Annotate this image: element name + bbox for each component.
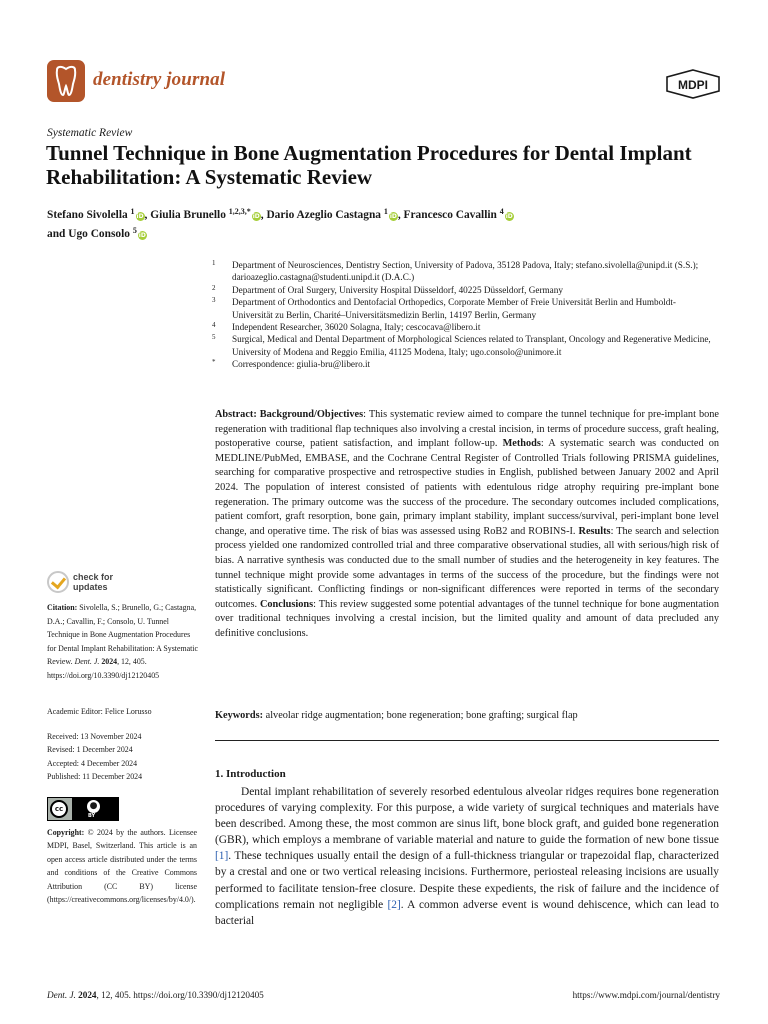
citation-text: Sivolella, S.; Brunello, G.; Castagna, D.A.; Cavallin, F.; Consolo, U. Tunnel Technique in Bone Augmentation Procedures for Dental Implant Rehabilitation: A Systematic Review.	[47, 603, 198, 667]
journal-name: dentistry journal	[93, 69, 226, 90]
check-updates-icon	[47, 571, 69, 593]
citation-block	[47, 601, 199, 683]
footer-doi[interactable]: , 12, 405. https://doi.org/10.3390/dj12120405	[96, 990, 264, 1000]
copyright-text: © 2024 by the authors. Licensee MDPI, Basel, Switzerland. This article is an open access article distributed under the terms and conditions of the Creative Commons Attribution (CC BY) license (https://creativecommons.org/licenses/by/4.0/).	[47, 828, 197, 905]
affiliation-number: 3	[212, 296, 216, 305]
academic-editor: Academic Editor: Felice Lorusso	[47, 707, 152, 716]
abstract-conclusions-label: Conclusions	[259, 598, 314, 610]
paragraph-text: Dental implant rehabilitation of severely resorbed edentulous alveolar ridges requires bone regeneration procedures of varying complexity. For this purpose, a wide variety of surgical techniques and materials have been described. Among these, the most common are sinus lift, bone block graft, and guided bone regeneration (GBR), which employs a membrane of variable material and nature to guide the formation of new bone tissue	[215, 786, 719, 847]
section-divider	[215, 740, 719, 741]
affiliation-number: 2	[212, 283, 216, 292]
abstract-methods-label: Methods	[502, 438, 541, 450]
published-date: Published: 11 December 2024	[47, 772, 143, 782]
author-affiliation: 1	[383, 207, 388, 216]
creative-commons-icon: cc	[50, 800, 68, 818]
footer-journal: Dent. J.	[47, 990, 76, 1000]
citation-year: 2024	[101, 657, 118, 667]
article-type: Systematic Review	[47, 127, 133, 139]
author-name[interactable]: Stefano Sivolella	[47, 209, 128, 221]
footer-journal-url[interactable]: https://www.mdpi.com/journal/dentistry	[572, 990, 720, 1000]
orcid-icon[interactable]: iD	[138, 232, 146, 239]
author-affiliation: 5	[132, 226, 137, 235]
accepted-date: Accepted: 4 December 2024	[47, 758, 138, 768]
abstract	[215, 408, 719, 642]
correspondence	[212, 358, 712, 370]
section-heading: 1. Introduction	[215, 768, 286, 780]
affiliation-item	[212, 296, 712, 321]
affiliation-text: Department of Orthodontics and Dentofacial Orthopedics, Corporate Member of Freie Universität Berlin and Humboldt-Universität zu Berlin, Charité–Universitätsmedizin Berlin, 14197 Berlin, Germany	[232, 297, 676, 320]
citation-doi[interactable]: , 12, 405. https://doi.org/10.3390/dj12120405	[47, 657, 160, 680]
keywords	[215, 710, 719, 721]
affiliation-number: 5	[212, 333, 216, 342]
affiliation-number: 4	[212, 321, 216, 330]
orcid-icon[interactable]: iD	[136, 213, 144, 220]
affiliation-text: Department of Oral Surgery, University Hospital Düsseldorf, 40225 Düsseldorf, Germany	[232, 284, 563, 295]
paragraph-text: . These techniques usually entail the design of a full-thickness triangular or trapezoidal flap, characterized by a crestal and one or two vertical releasing incisions. Furthermore, periosteal releasing incisions are usually performed to facilitate tension-free closure. Despite these expedients, the risk of failure and the incidence of complications remain not negligible	[215, 850, 719, 911]
keywords-text: alveolar ridge augmentation; bone regeneration; bone grafting; surgical flap	[265, 710, 578, 721]
copyright-notice	[47, 826, 197, 906]
affiliations	[212, 259, 712, 371]
affiliation-text: Department of Neurosciences, Dentistry Section, University of Padova, 35128 Padova, Italy; stefano.sivolella@unipd.it (S.S.); darioazeglio.castagna@studenti.unipd.it (D.A.C.)	[232, 260, 699, 283]
publisher-name: MDPI	[678, 78, 708, 92]
abstract-results-text: : The search and selection process yielded one randomized controlled trial and three comparative observational studies, all with serious/high risk of bias. A narrative synthesis was conducted due to the small number of studies and the heterogeneity in key features. The tunnel technique might provide some advantages in terms of the success of the procedure, but the findings were not statistically significant. Conflicting findings or non-significant differences were reported in terms of the secondary outcomes.	[215, 525, 720, 610]
affiliation-text: Independent Researcher, 36020 Solagna, Italy; cescocava@libero.it	[232, 322, 481, 333]
affiliation-text: Surgical, Medical and Dental Department of Morphological Sciences related to Transplant, Oncology and Regenerative Medicine, University of Modena and Reggio Emilia, 41125 Modena, Italy; ugo.consolo@unimore.it	[232, 334, 711, 357]
abstract-background-text: : This systematic review aimed to compare the tunnel technique for pre-implant bone regeneration with traditional flap techniques also involving a crestal incision, in terms of procedure success, graft healing, postoperative course, patient satisfaction, and implant follow-up.	[215, 409, 719, 450]
affiliation-item	[212, 284, 712, 296]
author-name[interactable]: Ugo Consolo	[68, 228, 130, 240]
copyright-label: Copyright:	[47, 828, 85, 837]
affiliation-item	[212, 321, 712, 333]
affiliation-item	[212, 333, 712, 358]
author-name[interactable]: Dario Azeglio Castagna	[266, 209, 381, 221]
affiliation-number: *	[212, 358, 216, 367]
orcid-icon[interactable]: iD	[505, 213, 513, 220]
author-affiliation: 4	[499, 207, 504, 216]
check-for-updates-button[interactable]	[47, 571, 167, 597]
abstract-label: Abstract:	[215, 409, 257, 420]
tooth-logo-icon	[47, 60, 85, 102]
citation-journal: Dent. J.	[74, 657, 100, 667]
mdpi-logo-icon	[665, 69, 721, 99]
footer-year: 2024	[78, 990, 97, 1000]
cc-by-label: BY	[88, 813, 96, 819]
affiliation-item	[212, 259, 712, 284]
abstract-background-label: Background/Objectives	[259, 409, 364, 420]
attribution-person-icon: ●	[86, 799, 101, 814]
introduction-paragraph	[215, 784, 719, 929]
author-name[interactable]: Giulia Brunello	[150, 209, 226, 221]
orcid-icon[interactable]: iD	[389, 213, 397, 220]
citation-link[interactable]: [1]	[215, 850, 229, 863]
author-name[interactable]: Francesco Cavallin	[403, 209, 497, 221]
affiliation-text[interactable]: Correspondence: giulia-bru@libero.it	[232, 359, 371, 370]
affiliation-number: 1	[212, 259, 216, 267]
abstract-methods-text: : A systematic search was conducted on MEDLINE/PubMed, EMBASE, and the Cochrane Central Register of Controlled Trials following PRISMA guidelines, searching for comparative prospective and retrospective studies in English, published between January 2002 and April 2024. The population of interest consisted of patients with edentulous ridge atrophy requiring pre-implant bone regeneration. The primary outcome was the success of the procedure. The secondary outcomes included complications, patient comfort, graft resorption, bone gain, primary implant stability, implant success/survival, peri-implant bone level change, and operative time. The risk of bias was assessed using RoB2 and ROBINS-I.	[215, 438, 719, 537]
author-affiliation: 1,2,3,*	[228, 207, 251, 216]
author-affiliation: 1	[130, 207, 135, 216]
article-title: Tunnel Technique in Bone Augmentation Procedures for Dental Implant Rehabilitation: A Systematic Review	[46, 141, 692, 189]
keywords-label: Keywords:	[215, 710, 264, 721]
authors-and: and	[47, 228, 66, 240]
cc-by-license-badge[interactable]	[47, 797, 119, 821]
author-list: Stefano Sivolella $^1$iD, Giulia Brunello $^{1,2,3,*}$iD, Dario Azeglio Castagna $^1$iD, Francesco Cavallin $^4$iD and Ugo Consolo $^5$iD	[47, 207, 513, 240]
orcid-icon[interactable]: iD	[252, 213, 260, 220]
publication-dates	[47, 730, 142, 784]
citation-link[interactable]: [2]	[387, 898, 401, 911]
paragraph-text: . A common adverse event is wound dehiscence, which can lead to bacterial	[215, 898, 719, 927]
footer-citation	[47, 990, 264, 1000]
citation-label: Citation:	[47, 603, 78, 612]
received-date: Received: 13 November 2024	[47, 732, 142, 741]
check-updates-label: check for updates	[73, 572, 114, 592]
revised-date: Revised: 1 December 2024	[47, 745, 133, 755]
abstract-results-label: Results	[578, 525, 611, 537]
abstract-conclusions-text: : This review suggested some potential advantages of the tunnel technique for bone augmentation over traditional techniques involving a crestal incision, but the limited quality and amount of data precluded any definitive conclusions.	[215, 598, 719, 639]
